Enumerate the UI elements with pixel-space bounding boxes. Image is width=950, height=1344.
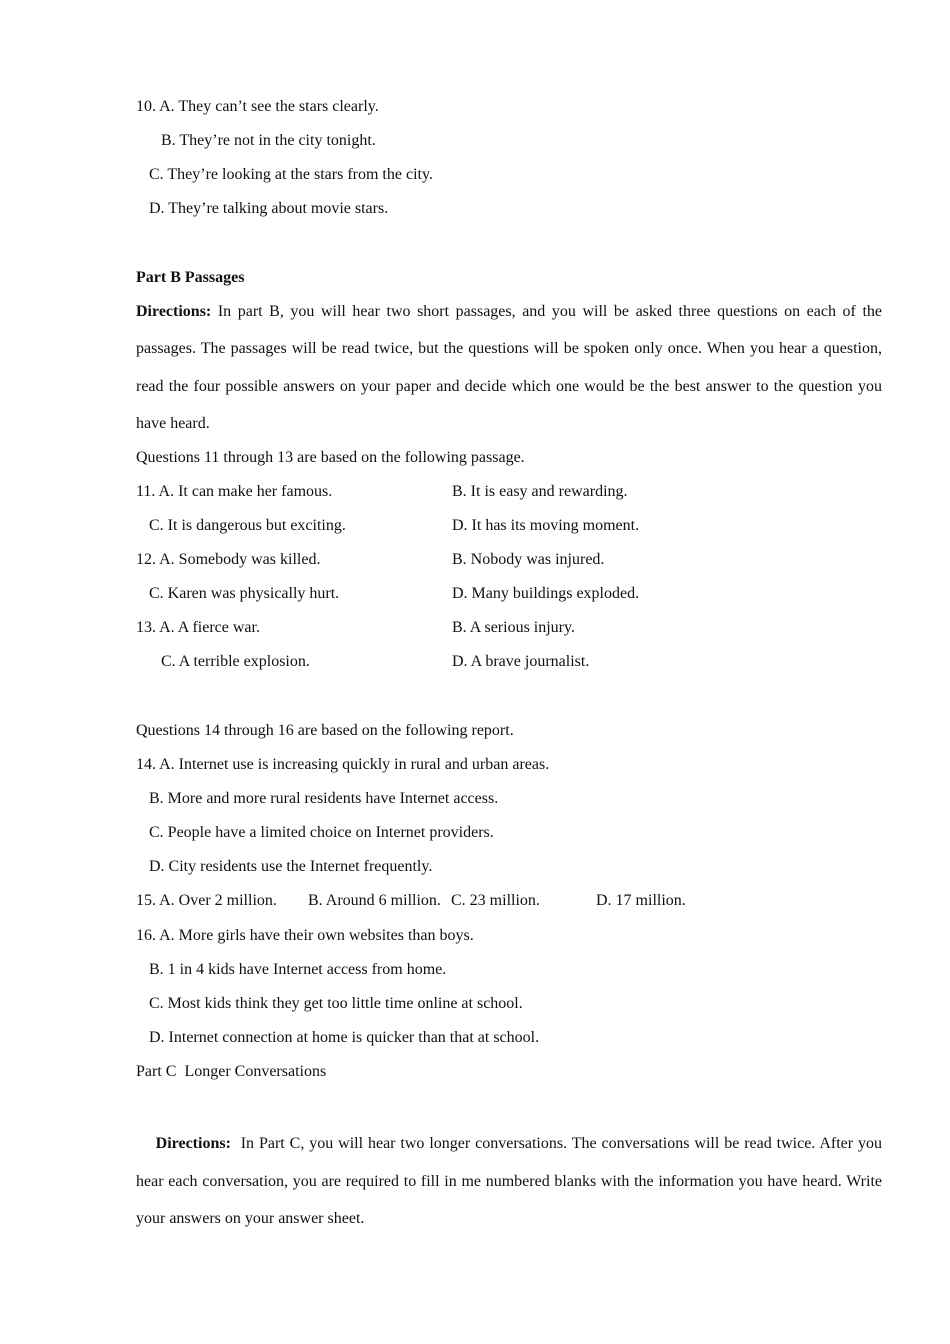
part-c-heading: Part C Longer Conversations [136,1063,327,1080]
q11-row-1 [136,482,628,502]
q16-option-c: C. Most kids think they get too little time online at school. [149,995,523,1012]
q13-option-c: C. A terrible explosion. [161,653,310,670]
q14-option-d: D. City residents use the Internet frequently. [149,858,433,875]
q14-option-a: 14. A. Internet use is increasing quickly in rural and urban areas. [136,756,550,773]
part-b-directions-label: Directions: [136,303,212,320]
q13-option-b: B. A serious injury. [452,619,575,636]
q12-option-d: D. Many buildings exploded. [452,585,640,602]
q16-option-b: B. 1 in 4 kids have Internet access from home. [149,961,447,978]
q12-option-b: B. Nobody was injured. [452,551,605,568]
q11-option-c: C. It is dangerous but exciting. [149,517,346,534]
q16-option-a: 16. A. More girls have their own websites than boys. [136,927,474,944]
q15-option-b: B. Around 6 million. [308,892,441,909]
q11-option-b: B. It is easy and rewarding. [452,483,628,500]
q11-option-a: 11. A. It can make her famous. [136,483,333,500]
q10-option-c: C. They’re looking at the stars from the city. [149,166,433,183]
q10-option-b: B. They’re not in the city tonight. [161,132,376,149]
q10-option-a: 10. A. They can’t see the stars clearly. [136,98,379,115]
q13-option-d: D. A brave journalist. [452,653,590,670]
q13-row-1 [136,618,575,638]
q12-option-c: C. Karen was physically hurt. [149,585,340,602]
q11-option-d: D. It has its moving moment. [452,517,640,534]
part-c-directions-text: In Part C, you will hear two longer conversations. The conversations will be read twice. After you hear each conversation, you are required to fill in me numbered blanks with the information you have heard. Write your answers on your answer sheet. [136,1135,887,1227]
part-c-directions [136,1088,887,1274]
q11-row-2 [136,516,640,536]
q14-option-c: C. People have a limited choice on Internet providers. [149,824,494,841]
q15-option-d: D. 17 million. [596,892,686,909]
q15-option-a: 15. A. Over 2 million. [136,892,277,909]
group1-intro: Questions 11 through 13 are based on the following passage. [136,449,525,466]
q14-option-b: B. More and more rural residents have Internet access. [149,790,499,807]
q12-option-a: 12. A. Somebody was killed. [136,551,321,568]
part-b-heading: Part B Passages [136,269,245,286]
q15-row [136,891,882,911]
q16-option-d: D. Internet connection at home is quicker than that at school. [149,1029,540,1046]
q13-option-a: 13. A. A fierce war. [136,619,260,636]
q15-option-c: C. 23 million. [451,892,540,909]
q12-row-2 [136,584,640,604]
part-b-directions-text: In part B, you will hear two short passages, and you will be asked three questions on each of the passages. The passages will be read twice, but the questions will be spoken only once. When you hear a question, read the four possible answers on your paper and decide which one would be the best answer to the question you have heard. [136,303,882,432]
q12-row-1 [136,550,605,570]
q13-row-2 [136,652,590,672]
q10-option-d: D. They’re talking about movie stars. [149,200,389,217]
group2-intro: Questions 14 through 16 are based on the following report. [136,722,514,739]
part-c-directions-label: Directions: [155,1135,231,1153]
part-b-directions [136,293,882,442]
